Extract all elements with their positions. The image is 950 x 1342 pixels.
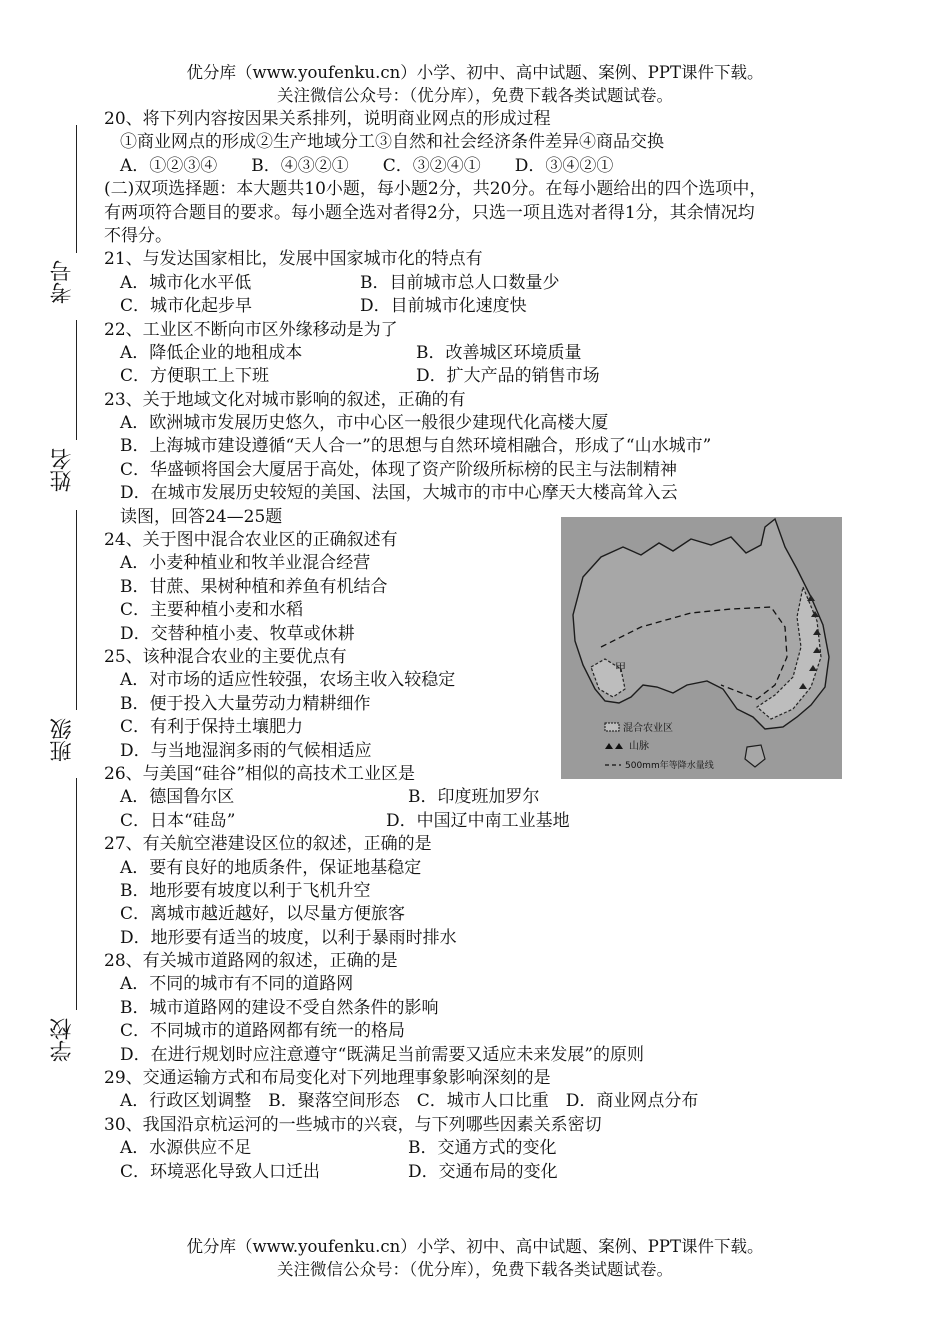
q25-option-c: C．有利于保持土壤肥力 — [120, 717, 304, 738]
page-footer-line1: 优分库（www.youfenku.cn）小学、初中、高中试题、案例、PPT课件下载。 — [186, 1237, 764, 1256]
q28-option-d: D．在进行规划时应注意遵守“既满足当前需要又适应未来发展”的原则 — [120, 1044, 645, 1065]
q21-row1 — [104, 272, 864, 295]
q21-row2 — [104, 295, 864, 318]
q26-option-c: C．日本“硅岛” — [120, 810, 236, 831]
q21-option-a: A．城市化水平低 — [120, 272, 252, 293]
name-label — [50, 448, 76, 492]
q29-stem: 29、交通运输方式和布局变化对下列地理事象影响深刻的是 — [104, 1068, 551, 1089]
binding-line — [76, 320, 77, 440]
q28-option-c: C．不同城市的道路网都有统一的格局 — [120, 1021, 406, 1042]
binding-line — [76, 510, 77, 710]
q24-option-c: C．主要种植小麦和水稻 — [120, 600, 304, 621]
q26-row2 — [104, 810, 864, 833]
q26-option-d: D．中国辽中南工业基地 — [386, 810, 570, 831]
q26-row1 — [104, 786, 864, 809]
q21-option-d: D．目前城市化速度快 — [360, 296, 527, 317]
legend-isohyet-label: 500mm年等降水量线 — [625, 761, 714, 771]
page-header-line1: 优分库（www.youfenku.cn）小学、初中、高中试题、案例、PPT课件下载。 — [186, 63, 764, 82]
legend-mixed-swatch — [605, 723, 619, 731]
q30-option-d: D．交通布局的变化 — [408, 1161, 558, 1182]
q23-option-d: D．在城市发展历史较短的美国、法国，大城市的市中心摩天大楼高耸入云 — [120, 483, 678, 504]
q23-option-b: B．上海城市建设遵循“天人合一”的思想与自然环境相融合，形成了“山水城市” — [120, 436, 712, 457]
q24-option-b: B．甘蔗、果树种植和养鱼有机结合 — [120, 576, 388, 597]
exam-no-text: 考号 — [50, 260, 75, 304]
legend-mountain-label: 山脉 — [629, 741, 649, 752]
q22-option-b: B．改善城区环境质量 — [416, 342, 582, 363]
q23-stem: 23、关于地域文化对城市影响的叙述，正确的有 — [104, 389, 466, 410]
q30-option-c: C．环境恶化导致人口迁出 — [120, 1161, 321, 1182]
legend-mixed-label: 混合农业区 — [623, 723, 673, 734]
q25-option-a: A．对市场的适应性较强，农场主收入较稳定 — [120, 670, 456, 691]
q28-option-b: B．城市道路网的建设不受自然条件的影响 — [120, 997, 439, 1018]
binding-line — [76, 778, 77, 1010]
q30-stem: 30、我国沿京杭运河的一些城市的兴衰，与下列哪些因素关系密切 — [104, 1114, 602, 1135]
q22-option-c: C．方便职工上下班 — [120, 366, 270, 387]
page-header-line2: 关注微信公众号：（优分库），免费下载各类试题试卷。 — [277, 86, 673, 105]
exam-no-label — [50, 260, 76, 304]
q21-option-b: B．目前城市总人口数量少 — [360, 272, 560, 293]
q23-option-c: C．华盛顿将国会大厦居于高处，体现了资产阶级所标榜的民主与法制精神 — [120, 459, 678, 480]
q22-row1 — [104, 342, 864, 365]
q27-option-b: B．地形要有坡度以利于飞机升空 — [120, 880, 371, 901]
q28-stem: 28、有关城市道路网的叙述，正确的是 — [104, 951, 398, 972]
q20-stem: 20、将下列内容按因果关系排列，说明商业网点的形成过程 — [104, 109, 551, 129]
q22-option-d: D．扩大产品的销售市场 — [416, 366, 600, 387]
q24-option-a: A．小麦种植业和牧羊业混合经营 — [120, 553, 371, 574]
q27-stem: 27、有关航空港建设区位的叙述，正确的是 — [104, 834, 432, 855]
section2-line3: 不得分。 — [104, 225, 172, 246]
read-map-instruction: 读图，回答24—25题 — [120, 506, 283, 527]
q30-row1 — [104, 1137, 864, 1160]
class-text: 班级 — [50, 718, 75, 762]
q27-option-a: A．要有良好的地质条件，保证地基稳定 — [120, 857, 422, 878]
q26-option-a: A．德国鲁尔区 — [120, 787, 235, 808]
q26-option-b: B．印度班加罗尔 — [408, 787, 540, 808]
q26-stem: 26、与美国“硅谷”相似的高技术工业区是 — [104, 763, 416, 784]
australia-map-figure — [561, 517, 842, 779]
map-label-jia: 甲 — [615, 661, 626, 674]
q22-row2 — [104, 365, 864, 388]
q27-option-d: D．地形要有适当的坡度，以利于暴雨时排水 — [120, 927, 457, 948]
q25-stem: 25、该种混合农业的主要优点有 — [104, 646, 347, 667]
q27-option-c: C．离城市越近越好，以尽量方便旅客 — [120, 904, 406, 925]
q23-option-a: A．欧洲城市发展历史悠久，市中心区一般很少建现代化高楼大厦 — [120, 413, 609, 434]
q22-option-a: A．降低企业的地租成本 — [120, 342, 303, 363]
q20-items: ①商业网点的形成②生产地域分工③自然和社会经济条件差异④商品交换 — [120, 132, 664, 153]
q21-stem: 21、与发达国家相比，发展中国家城市化的特点有 — [104, 249, 483, 270]
q30-row2 — [104, 1161, 864, 1184]
q29-options: A．行政区划调整 B．聚落空间形态 C．城市人口比重 D．商业网点分布 — [120, 1091, 699, 1112]
section2-line1: (二)双项选择题：本大题共10小题，每小题2分，共20分。在每小题给出的四个选项中， — [104, 179, 767, 200]
school-text: 学校 — [50, 1018, 75, 1062]
q24-stem: 24、关于图中混合农业区的正确叙述有 — [104, 530, 398, 551]
q30-option-b: B．交通方式的变化 — [408, 1138, 557, 1159]
q30-option-a: A．水源供应不足 — [120, 1138, 252, 1159]
section2-line2: 有两项符合题目的要求。每小题全选对者得2分，只选一项且选对者得1分，其余情况均 — [104, 202, 755, 223]
binding-line — [76, 125, 77, 253]
q20-options: A．①②③④ B．④③②① C．③②④① D．③④②① — [120, 155, 614, 176]
school-label — [50, 1018, 76, 1062]
australia-map — [561, 517, 842, 779]
name-text: 姓名 — [50, 448, 75, 492]
q24-option-d: D．交替种植小麦、牧草或休耕 — [120, 623, 355, 644]
q21-option-c: C．城市化起步早 — [120, 296, 253, 317]
q28-option-a: A．不同的城市有不同的道路网 — [120, 974, 354, 995]
q22-stem: 22、工业区不断向市区外缘移动是为了 — [104, 319, 398, 340]
class-label — [50, 718, 76, 762]
page-footer-line2: 关注微信公众号：（优分库），免费下载各类试题试卷。 — [277, 1260, 673, 1279]
q25-option-b: B．便于投入大量劳动力精耕细作 — [120, 693, 371, 714]
q25-option-d: D．与当地湿润多雨的气候相适应 — [120, 740, 372, 761]
